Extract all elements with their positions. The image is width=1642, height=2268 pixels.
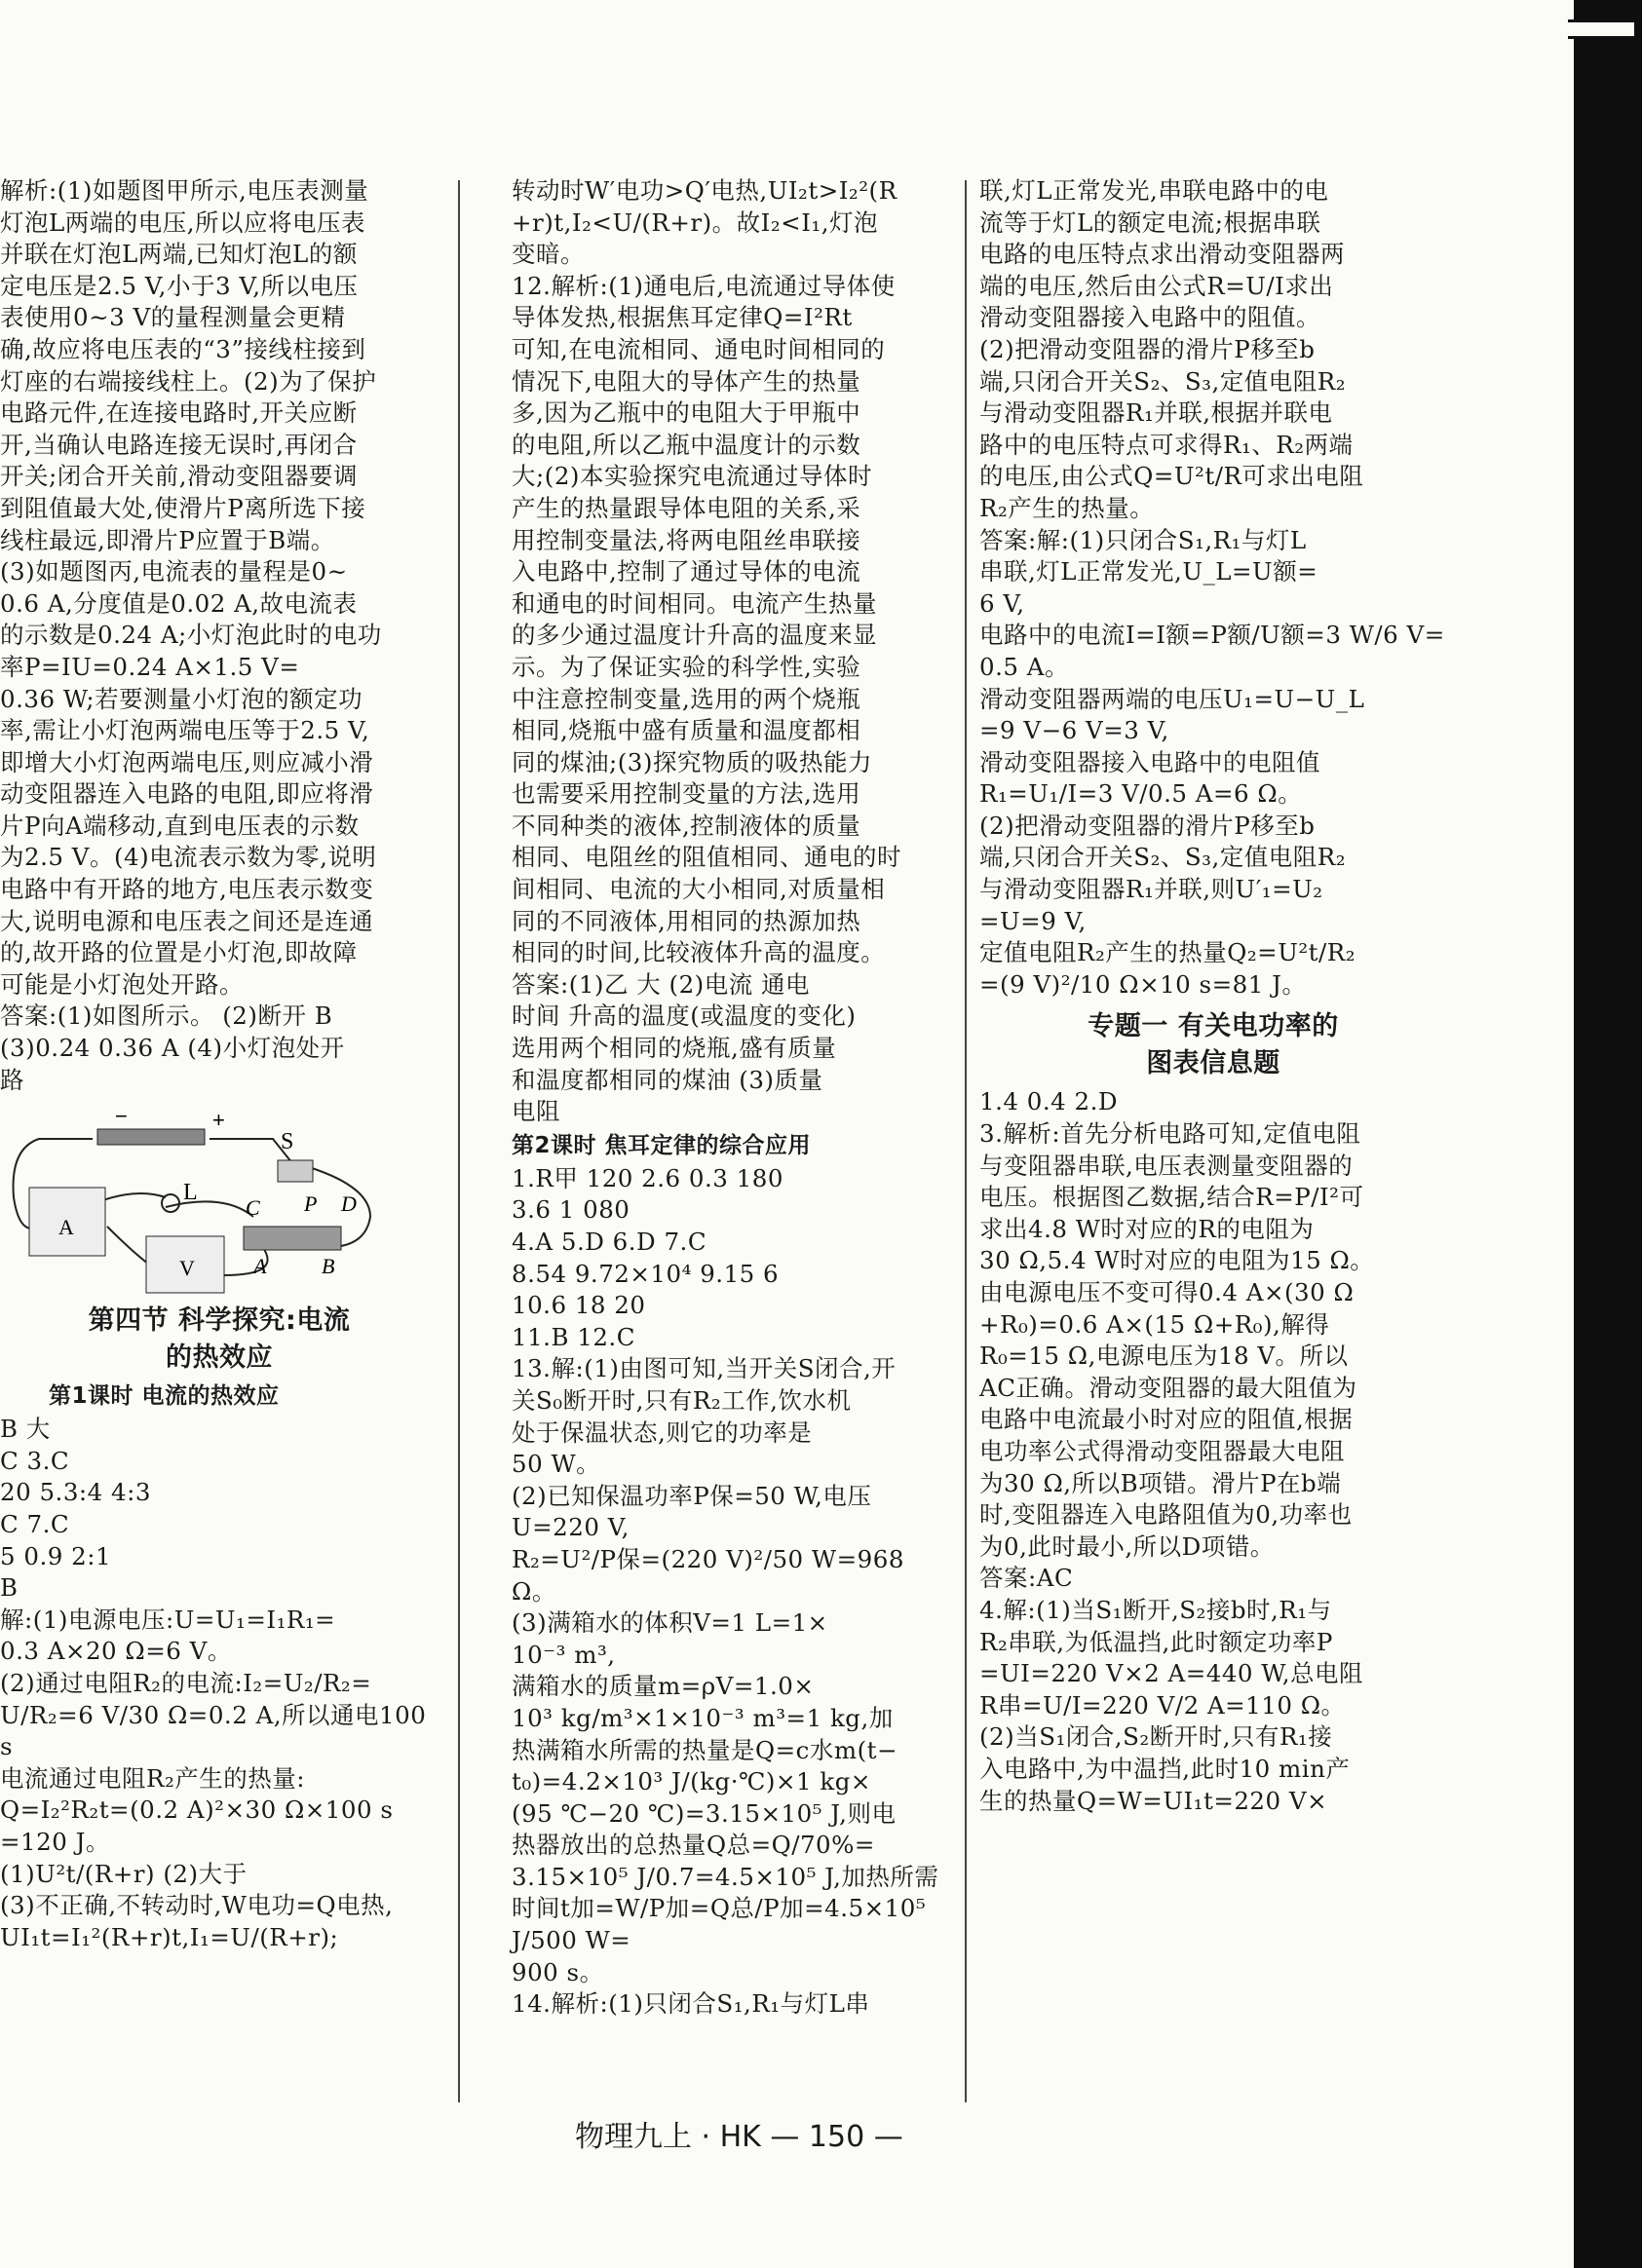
text-line: 30 Ω,5.4 W时对应的电阻为15 Ω。 [979, 1246, 1375, 1275]
text-line: (1)U²t/(R+r) (2)大于 [0, 1859, 248, 1888]
text-line: 10⁻³ m³, [512, 1640, 616, 1669]
text-line: 的多少通过温度计升高的温度来显 [512, 621, 877, 650]
text-line: 0.3 A×20 Ω=6 V。 [0, 1637, 232, 1666]
text-line: 灯泡L两端的电压,所以应将电压表 [0, 208, 366, 237]
text-line: 50 W。 [512, 1450, 601, 1479]
text-line: 确,故应将电压表的“3”接线柱接到 [0, 334, 366, 363]
rheostat-d-label: D [341, 1191, 358, 1217]
text-line: 片P向A端移动,直到电压表的示数 [0, 811, 360, 840]
text-line: 为0,此时最小,所以D项错。 [979, 1531, 1275, 1561]
text-line: 定电压是2.5 V,小于3 V,所以电压 [0, 271, 359, 300]
text-line: 和温度都相同的煤油 (3)质量 [512, 1065, 823, 1094]
text-line: 电功率公式得滑动变阻器最大电阻 [979, 1436, 1345, 1465]
text-line: (2)已知保温功率P保=50 W,电压 [512, 1481, 872, 1510]
text-line: 和通电的时间相同。电流产生热量 [512, 588, 877, 618]
text-line: B [0, 1573, 19, 1603]
text-line: 路 [0, 1065, 24, 1094]
text-line: (2)当S₁闭合,S₂断开时,只有R₁接 [979, 1722, 1333, 1752]
rheostat-c-label: C [246, 1195, 261, 1221]
text-line: 满箱水的质量m=ρV=1.0× [512, 1672, 815, 1701]
text-line: t₀)=4.2×10³ J/(kg·℃)×1 kg× [512, 1767, 871, 1796]
text-line: 时间t加=W/P加=Q总/P加=4.5×10⁵ J/500 W= [512, 1894, 927, 1955]
column-2 [512, 175, 940, 2102]
text-line: =UI=220 V×2 A=440 W,总电阻 [979, 1659, 1363, 1688]
column-1 [0, 175, 439, 2102]
text-line: U/R₂=6 V/30 Ω=0.2 A,所以通电100 s [0, 1700, 427, 1761]
text-line: R₂=U²/P保=(220 V)²/50 W=968 Ω。 [512, 1544, 904, 1606]
text-line: 相同,烧瓶中盛有质量和温度都相 [512, 716, 861, 745]
text-line: R₂产生的热量。 [979, 493, 1155, 522]
text-line: 大,说明电源和电压表之间还是连通 [0, 906, 374, 935]
column-3 [979, 175, 1447, 2102]
lesson-1-heading: 第1课时 电流的热效应 [49, 1383, 280, 1410]
text-line: 由电源电压不变可得0.4 A×(30 Ω [979, 1278, 1355, 1306]
text-line: 答案:解:(1)只闭合S₁,R₁与灯L [979, 525, 1307, 554]
text-line: 线柱最远,即滑片P应置于B端。 [0, 525, 335, 554]
text-line: 即增大小灯泡两端电压,则应减小滑 [0, 747, 374, 776]
section-heading: 第四节 科学探究:电流 的热效应 [88, 1305, 351, 1374]
page-edge-bar [1574, 0, 1642, 2268]
battery-minus-label: − [115, 1110, 129, 1129]
text-line: 3.解析:首先分析电路可知,定值电阻 [979, 1119, 1361, 1149]
text-line: UI₁t=I₁²(R+r)t,I₁=U/(R+r); [0, 1922, 339, 1951]
text-line: 13.解:(1)由图可知,当开关S闭合,开 [512, 1354, 897, 1383]
text-line: 示。为了保证实验的科学性,实验 [512, 652, 861, 681]
text-line: 同的不同液体,用相同的热源加热 [512, 906, 861, 935]
text-line: =(9 V)²/10 Ω×10 s=81 J。 [979, 969, 1307, 999]
text-line: 900 s。 [512, 1957, 604, 1986]
text-line: 可知,在电流相同、通电时间相同的 [512, 334, 886, 363]
text-line: 端,只闭合开关S₂、S₃,定值电阻R₂ [979, 843, 1347, 872]
text-line: 的示数是0.24 A;小灯泡此时的电功 [0, 621, 382, 650]
text-line: 求出4.8 W时对应的R的电阻为 [979, 1214, 1315, 1243]
text-line: 多,因为乙瓶中的电阻大于甲瓶中 [512, 398, 861, 428]
text-line: 动变阻器连入电路的电阻,即应将滑 [0, 779, 374, 809]
text-line: 端的电压,然后由公式R=U/I求出 [979, 271, 1334, 300]
text-line: 10.6 18 20 [512, 1291, 646, 1320]
text-line: 路中的电压特点可求得R₁、R₂两端 [979, 430, 1354, 459]
text-line: 定值电阻R₂产生的热量Q₂=U²t/R₂ [979, 938, 1356, 967]
text-line: 入电路中,控制了通过导体的电流 [512, 557, 861, 586]
text-line: U=220 V, [512, 1513, 630, 1542]
text-line: (3)满箱水的体积V=1 L=1× [512, 1608, 828, 1638]
text-line: (2)通过电阻R₂的电流:I₂=U₂/R₂= [0, 1668, 372, 1697]
column-3-text-bottom [979, 1086, 1447, 1817]
text-line: 滑动变阻器接入电路中的电阻值 [979, 747, 1320, 776]
text-line: 也需要采用控制变量的方法,选用 [512, 779, 861, 809]
text-line: 3.6 1 080 [512, 1195, 630, 1225]
text-line: (95 ℃−20 ℃)=3.15×10⁵ J,则电 [512, 1798, 897, 1828]
text-line: 开,当确认电路连接无误时,再闭合 [0, 430, 358, 459]
text-line: 0.5 A。 [979, 652, 1069, 681]
text-line: R₀=15 Ω,电源电压为18 V。所以 [979, 1342, 1349, 1371]
text-line: 率P=IU=0.24 A×1.5 V= [0, 652, 300, 681]
text-line: 与滑动变阻器R₁并联,则U′₁=U₂ [979, 875, 1323, 904]
text-line: 产生的热量跟导体电阻的关系,采 [512, 493, 861, 522]
column-3-text-top [979, 175, 1447, 1001]
text-line: 电路元件,在连接电路时,开关应断 [0, 398, 358, 428]
text-line: 电路的电压特点求出滑动变阻器两 [979, 240, 1345, 269]
text-line: 间相同、电流的大小相同,对质量相 [512, 875, 886, 904]
column-2-text-top [512, 175, 940, 1128]
text-line: 相同、电阻丝的阻值相同、通电的时 [512, 843, 901, 872]
text-line: 滑动变阻器接入电路中的阻值。 [979, 303, 1320, 332]
text-line: 中注意控制变量,选用的两个烧瓶 [512, 684, 861, 713]
text-line: 导体发热,根据焦耳定律Q=I²Rt [512, 303, 853, 332]
text-line: 电路中的电流I=I额=P额/U额=3 W/6 V= [979, 621, 1445, 650]
column-divider-1 [458, 180, 460, 2102]
text-line: 用控制变量法,将两电阻丝串联接 [512, 525, 861, 554]
text-line: 率,需让小灯泡两端电压等于2.5 V, [0, 716, 370, 745]
text-line: 与滑动变阻器R₁并联,根据并联电 [979, 398, 1333, 428]
text-line: 12.解析:(1)通电后,电流通过导体使 [512, 271, 896, 300]
text-line: R串=U/I=220 V/2 A=110 Ω。 [979, 1690, 1346, 1720]
text-line: 滑动变阻器两端的电压U₁=U−U_L [979, 684, 1365, 713]
text-line: AC正确。滑动变阻器的最大阻值为 [979, 1373, 1357, 1402]
text-line: 电路中有开路的地方,电压表示数变 [0, 875, 374, 904]
text-line: =U=9 V, [979, 906, 1087, 935]
text-line: 答案:(1)乙 大 (2)电流 通电 [512, 969, 811, 999]
edge-notch [1568, 19, 1634, 39]
text-line: R₂串联,为低温挡,此时额定功率P [979, 1627, 1333, 1656]
text-line: 同的煤油;(3)探究物质的吸热能力 [512, 747, 872, 776]
switch-icon [278, 1160, 313, 1182]
column-divider-2 [965, 180, 967, 2102]
text-line: 11.B 12.C [512, 1322, 635, 1351]
topic-heading: 专题一 有关电功率的 图表信息题 [1088, 1011, 1339, 1079]
column-2-text-bottom [512, 1163, 940, 2021]
text-line: 答案:AC [979, 1564, 1074, 1593]
text-line: 6 V, [979, 588, 1025, 618]
text-line: 1.R甲 120 2.6 0.3 180 [512, 1163, 783, 1192]
text-line: 的电阻,所以乙瓶中温度计的示数 [512, 430, 861, 459]
text-line: 选用两个相同的烧瓶,盛有质量 [512, 1034, 837, 1063]
text-line: 不同种类的液体,控制液体的质量 [512, 811, 861, 840]
battery-plus-label: + [212, 1110, 226, 1133]
text-line: +R₀)=0.6 A×(15 Ω+R₀),解得 [979, 1309, 1330, 1339]
ammeter-label: A [58, 1215, 75, 1240]
text-line: 答案:(1)如图所示。 (2)断开 B [0, 1002, 333, 1031]
text-line: 处于保温状态,则它的功率是 [512, 1418, 813, 1447]
text-line: 时间 升高的温度(或温度的变化) [512, 1002, 857, 1031]
text-line: 为30 Ω,所以B项错。滑片P在b端 [979, 1468, 1342, 1497]
text-line: 时,变阻器连入电路阻值为0,功率也 [979, 1500, 1353, 1530]
text-line: 生的热量Q=W=UI₁t=220 V× [979, 1786, 1328, 1815]
text-line: 到阻值最大处,使滑片P离所选下接 [0, 493, 366, 522]
text-line: 可能是小灯泡处开路。 [0, 969, 244, 999]
circuit-diagram [0, 1110, 390, 1295]
text-line: 4.A 5.D 6.D 7.C [512, 1228, 707, 1256]
text-line: 10³ kg/m³×1×10⁻³ m³=1 kg,加 [512, 1703, 894, 1732]
text-line: 5 0.9 2:1 [0, 1541, 112, 1570]
text-line: 电压。根据图乙数据,结合R=P/I²可 [979, 1183, 1364, 1212]
text-line: 热满箱水所需的热量是Q=c水m(t− [512, 1735, 897, 1764]
text-line: (2)把滑动变阻器的滑片P移至b [979, 334, 1316, 363]
text-line: 入电路中,为中温挡,此时10 min产 [979, 1754, 1351, 1783]
text-line: 解:(1)电源电压:U=U₁=I₁R₁= [0, 1605, 336, 1634]
text-line: 20 5.3:4 4:3 [0, 1478, 151, 1507]
text-line: 关S₀断开时,只有R₂工作,饮水机 [512, 1385, 852, 1415]
text-line: (2)把滑动变阻器的滑片P移至b [979, 811, 1316, 840]
rheostat-p-label: P [304, 1191, 318, 1217]
battery-icon [97, 1129, 205, 1145]
text-line: 3.15×10⁵ J/0.7=4.5×10⁵ J,加热所需 [512, 1862, 939, 1891]
text-line: C 7.C [0, 1510, 70, 1538]
rheostat-a-label: A [253, 1254, 267, 1279]
text-line: 情况下,电阻大的导体产生的热量 [512, 366, 861, 396]
text-line: 开关;闭合开关前,滑动变阻器要调 [0, 462, 359, 491]
text-line: 热器放出的总热量Q总=Q/70%= [512, 1831, 875, 1860]
text-line: 0.36 W;若要测量小灯泡的额定功 [0, 684, 363, 713]
text-line: (3)0.24 0.36 A (4)小灯泡处开 [0, 1034, 345, 1063]
text-line: 表使用0~3 V的量程测量会更精 [0, 303, 346, 332]
text-line: 并联在灯泡L两端,已知灯泡L的额 [0, 240, 358, 269]
text-line: C 3.C [0, 1446, 70, 1475]
text-line: 为2.5 V。(4)电流表示数为零,说明 [0, 843, 377, 872]
text-line: 8.54 9.72×10⁴ 9.15 6 [512, 1259, 780, 1288]
text-line: 变暗。 [512, 240, 585, 269]
text-line: Q=I₂²R₂t=(0.2 A)²×30 Ω×100 s [0, 1796, 394, 1825]
text-line: 14.解析:(1)只闭合S₁,R₁与灯L串 [512, 1989, 870, 2019]
lamp-label: L [183, 1180, 199, 1206]
text-line: 灯座的右端接线柱上。(2)为了保护 [0, 366, 377, 396]
text-line: 端,只闭合开关S₂、S₃,定值电阻R₂ [979, 366, 1347, 396]
text-line: 4.解:(1)当S₁断开,S₂接b时,R₁与 [979, 1595, 1332, 1624]
text-line: 电流通过电阻R₂产生的热量: [0, 1763, 306, 1793]
text-line: 电阻 [512, 1097, 560, 1126]
column-1-text-top [0, 175, 439, 1096]
text-line: =120 J。 [0, 1827, 110, 1856]
text-line: 转动时W′电功>Q′电热,UI₂t>I₂²(R [512, 176, 897, 205]
text-line: 解析:(1)如题图甲所示,电压表测量 [0, 176, 369, 205]
text-line: 串联,灯L正常发光,U_L=U额= [979, 557, 1318, 586]
switch-label: S [281, 1129, 294, 1155]
column-1-text-bottom [0, 1414, 439, 1953]
text-line: R₁=U₁/I=3 V/0.5 A=6 Ω。 [979, 779, 1303, 809]
page-footer: 物理九上 · HK — 150 — [575, 2120, 903, 2154]
text-line: 的,故开路的位置是小灯泡,即故障 [0, 938, 358, 967]
text-line: 联,灯L正常发光,串联电路中的电 [979, 176, 1329, 205]
lesson-2-heading: 第2课时 焦耳定律的综合应用 [512, 1132, 812, 1158]
text-line: 与变阻器串联,电压表测量变阻器的 [979, 1151, 1354, 1180]
text-line: (3)不正确,不转动时,W电功=Q电热, [0, 1891, 394, 1920]
text-line: =9 V−6 V=3 V, [979, 716, 1169, 745]
voltmeter-label: V [179, 1256, 196, 1281]
lamp-icon [162, 1194, 179, 1212]
text-line: B 大 [0, 1415, 51, 1444]
text-line: 电路中电流最小时对应的阻值,根据 [979, 1405, 1354, 1434]
text-line: +r)t,I₂<U/(R+r)。故I₂<I₁,灯泡 [512, 208, 878, 237]
text-line: 流等于灯L的额定电流;根据串联 [979, 208, 1321, 237]
text-line: 的电压,由公式Q=U²t/R可求出电阻 [979, 462, 1364, 491]
rheostat-icon [244, 1227, 341, 1250]
text-line: (3)如题图丙,电流表的量程是0~ [0, 557, 348, 586]
text-line: 1.4 0.4 2.D [979, 1087, 1119, 1116]
rheostat-b-label: B [322, 1254, 335, 1279]
text-line: 0.6 A,分度值是0.02 A,故电流表 [0, 588, 358, 618]
text-line: 相同的时间,比较液体升高的温度。 [512, 938, 886, 967]
text-line: 大;(2)本实验探究电流通过导体时 [512, 462, 872, 491]
